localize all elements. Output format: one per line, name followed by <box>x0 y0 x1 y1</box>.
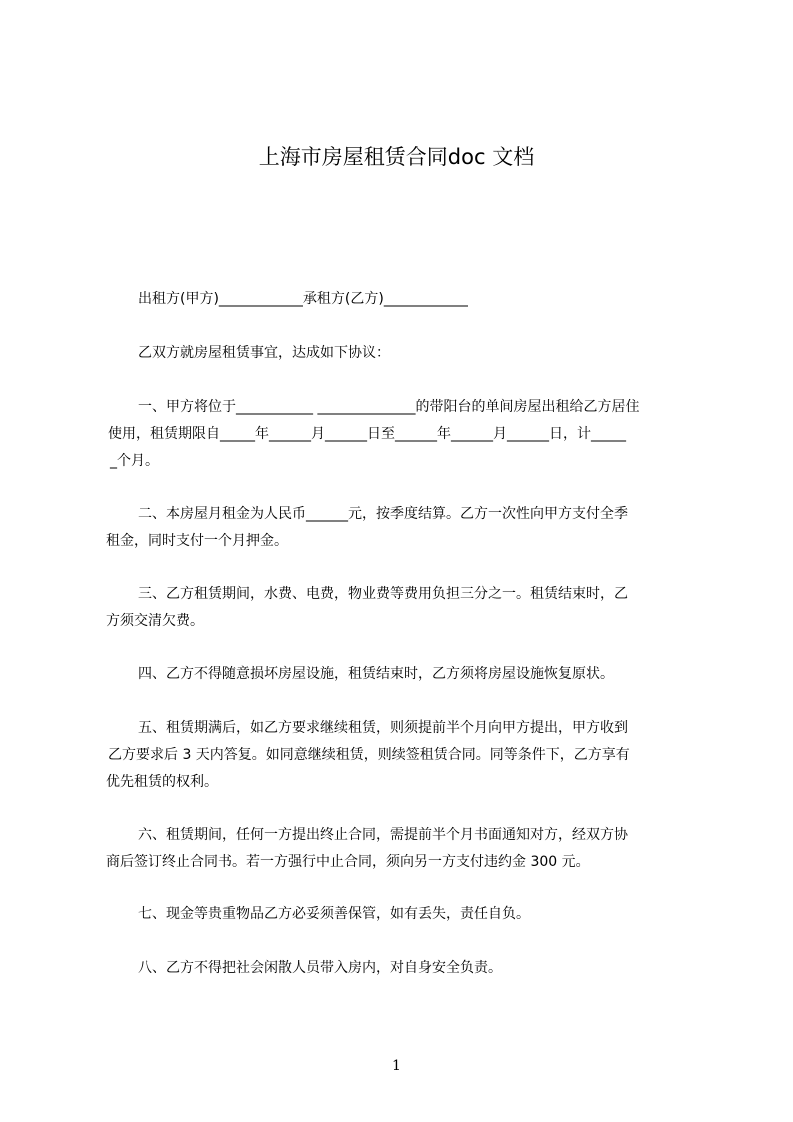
clause-1-line-2: 使用，租赁期限自_____年______月______日至______年______月______日，计_____ <box>108 426 626 442</box>
clause-2-line-1: 二、本房屋月租金为人民币______元，按季度结算。乙方一次性向甲方支付全季 <box>138 506 628 522</box>
intro-text: 乙双方就房屋租赁事宜，达成如下协议： <box>138 345 390 361</box>
clause-8-line-1: 八、乙方不得把社会闲散人员带入房内，对自身安全负责。 <box>138 960 502 976</box>
clause-7 <box>106 901 701 928</box>
clause-6-line-1: 六、租赁期间，任何一方提出终止合同，需提前半个月书面通知对方，经双方协 <box>138 827 628 843</box>
clause-5-line-1: 五、租赁期满后，如乙方要求继续租赁，则须提前半个月向甲方提出，甲方收到 <box>138 720 628 736</box>
document-title: 上海市房屋租赁合同doc 文档 <box>258 145 535 169</box>
clause-3 <box>106 581 701 635</box>
clause-5-line-2: 乙方要求后 3 天内答复。如同意继续租赁，则续签租赁合同。同等条件下，乙方享有 <box>108 747 630 763</box>
clause-1-line-3: _个月。 <box>110 453 159 469</box>
clause-1 <box>106 394 701 475</box>
clause-3-line-1: 三、乙方租赁期间，水费、电费，物业费等费用负担三分之一。租赁结束时，乙 <box>138 586 628 602</box>
clause-6 <box>106 822 701 876</box>
clause-3-line-2: 方须交清欠费。 <box>106 613 204 629</box>
parties-line-text: 出租方(甲方)____________承租方(乙方)____________ <box>138 291 468 307</box>
clause-6-line-2: 商后签订终止合同书。若一方强行中止合同，须向另一方支付违约金 300 元。 <box>106 854 590 870</box>
parties-line <box>106 286 701 313</box>
clause-1-line-1: 一、甲方将位于___________ ______________的带阳台的单间房屋出租给乙方居住 <box>138 399 640 415</box>
intro-paragraph <box>106 340 701 367</box>
clause-4 <box>106 661 701 688</box>
clause-8 <box>106 955 701 982</box>
page-number: 1 <box>392 1058 401 1074</box>
clause-4-line-1: 四、乙方不得随意损坏房屋设施，租赁结束时，乙方须将房屋设施恢复原状。 <box>138 666 614 682</box>
clause-2 <box>106 501 701 555</box>
clause-5-line-3: 优先租赁的权利。 <box>106 774 218 790</box>
clause-2-line-2: 租金，同时支付一个月押金。 <box>106 533 288 549</box>
clause-5 <box>106 715 701 796</box>
clause-7-line-1: 七、现金等贵重物品乙方必妥须善保管，如有丢失，责任自负。 <box>138 906 530 922</box>
